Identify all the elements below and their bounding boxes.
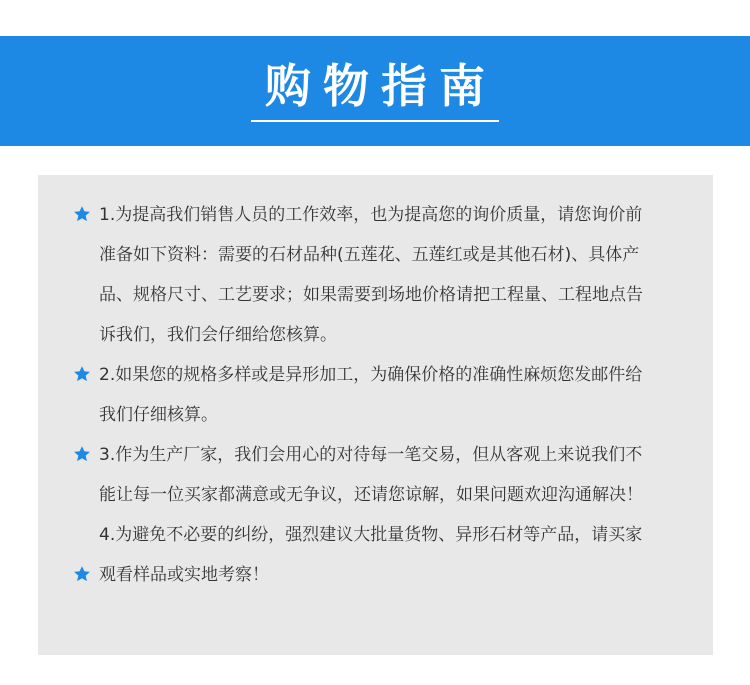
guide-line: 2.如果您的规格多样或是异形加工，为确保价格的准确性麻烦您发邮件给 bbox=[99, 365, 643, 385]
title-underline bbox=[251, 120, 499, 122]
guide-line: 4.为避免不必要的纠纷，强烈建议大批量货物、异形石材等产品，请买家 bbox=[99, 525, 643, 545]
star-icon bbox=[73, 365, 91, 383]
guide-line: 诉我们，我们会仔细给您核算。 bbox=[99, 325, 337, 345]
guide-line: 观看样品或实地考察！ bbox=[99, 565, 269, 585]
star-icon bbox=[73, 565, 91, 583]
guide-line: 准备如下资料：需要的石材品种(五莲花、五莲红或是其他石材)、具体产 bbox=[99, 245, 640, 265]
guide-line: 1.为提高我们销售人员的工作效率，也为提高您的询价质量，请您询价前 bbox=[99, 205, 643, 225]
guide-line: 品、规格尺寸、工艺要求；如果需要到场地价格请把工程量、工程地点告 bbox=[99, 285, 643, 305]
guide-line: 能让每一位买家都满意或无争议，还请您谅解，如果问题欢迎沟通解决！ bbox=[99, 485, 643, 505]
star-icon bbox=[73, 445, 91, 463]
guide-line: 我们仔细核算。 bbox=[99, 405, 218, 425]
star-icon bbox=[73, 205, 91, 223]
guide-line: 3.作为生产厂家，我们会用心的对待每一笔交易，但从客观上来说我们不 bbox=[99, 445, 643, 465]
page-title: 购物指南 bbox=[265, 59, 497, 113]
